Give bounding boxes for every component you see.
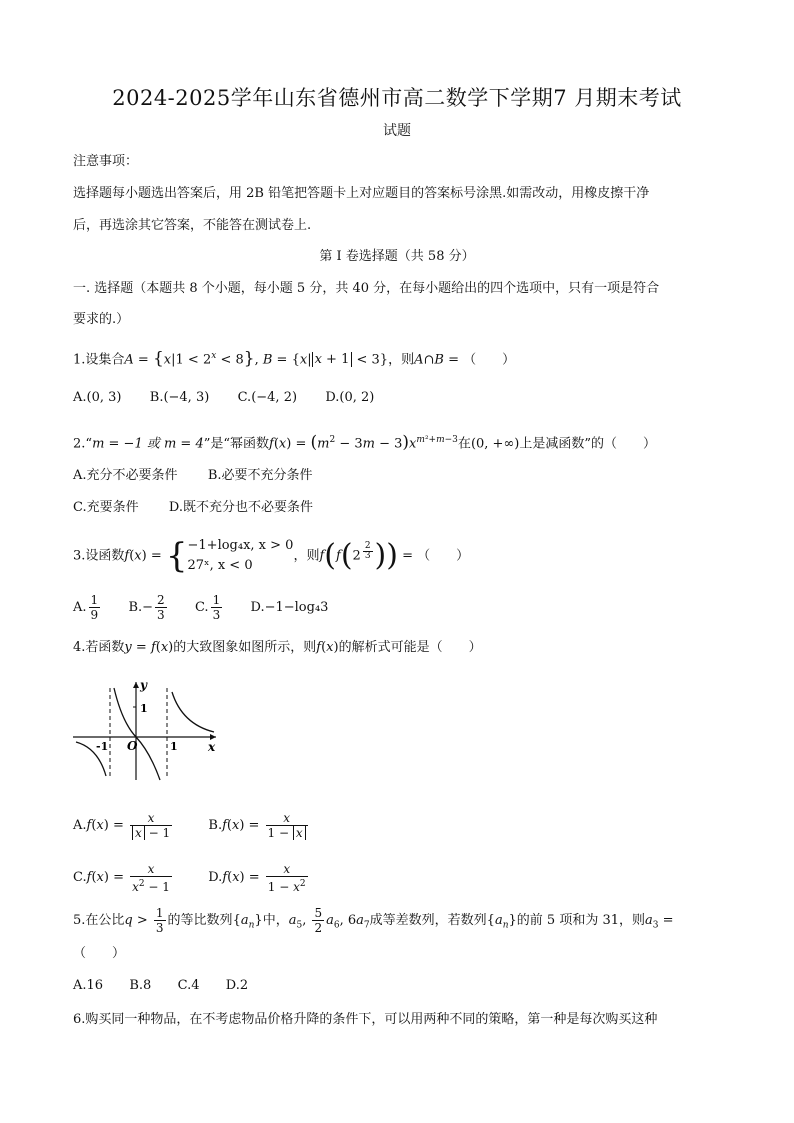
q5-option-c: C.4 xyxy=(177,978,200,993)
q1-suffix: ，则 xyxy=(388,352,415,368)
graph-origin-label: O xyxy=(127,739,138,753)
section-title: 第 I 卷选择题（共 58 分） xyxy=(319,249,475,264)
q3-mid: ，则 xyxy=(293,548,320,564)
part1-instructions-2: 要求的.） xyxy=(73,312,130,327)
q2-options-row-2 xyxy=(73,498,313,518)
q2-options-row-1 xyxy=(73,466,313,486)
q4-mid: 的大致图象如图所示，则 xyxy=(173,640,317,655)
question-3: 3.设函数f(x) = { −1+log₄x, x > 0 27ˣ, x < 0 ，则f(f(2 $^{\frac{2}{3}}$ )) = （ ） xyxy=(73,535,470,576)
q1-option-d: D.(0, 2) xyxy=(325,390,375,405)
q4-end: 的解析式可能是（ ） xyxy=(338,640,482,655)
q4-option-c: C. xyxy=(73,870,87,885)
q1-option-b: B.(−4, 3) xyxy=(149,390,210,405)
q3-option-b: B.− xyxy=(128,600,154,615)
q1-blank: （ ） xyxy=(463,352,516,368)
part1-instructions-1: 一. 选择题（本题共 8 个小题，每小题 5 分，共 40 分，在每小题给出的四个选项中，只有一项是符合 xyxy=(73,281,660,296)
graph-x-label: x xyxy=(208,740,216,754)
graph-y-one: 1 xyxy=(140,702,148,715)
graph-x-one: 1 xyxy=(170,740,178,753)
q4-option-a: A. xyxy=(73,818,87,833)
q3-option-d: D.−1−log₄3 xyxy=(250,600,329,615)
q2-condition: m = −1 或 m = 4 xyxy=(92,436,204,452)
notice-line-2: 后，再选涂其它答案，不能答在测试卷上. xyxy=(73,218,312,233)
question-6: 6.购买同一种物品，在不考虑物品价格升降的条件下，可以用两种不同的策略，第一种是每次购买这种 xyxy=(73,1012,658,1027)
q5-mid-1: 的等比数列 xyxy=(167,913,233,928)
q2-option-c: C.充要条件 xyxy=(73,500,139,515)
q5-option-b: B.8 xyxy=(129,978,152,993)
q5-mid-2: 中， xyxy=(262,913,289,928)
q4-options-row-2: C.f(x) = $\frac{x}{x^2 - 1}$ D.f(x) = $\frac{x}{1 - x^2}$ xyxy=(73,861,306,894)
q5-mid-4: 的前 5 项和为 31，则 xyxy=(516,913,646,928)
q5-option-d: D.2 xyxy=(225,978,249,993)
q5-option-a: A.16 xyxy=(73,978,104,993)
q4-text: 4.若函数 xyxy=(73,640,125,655)
q2-option-b: B.必要不充分条件 xyxy=(207,468,313,483)
q2-interval: (0, +∞) xyxy=(470,436,520,452)
q4-option-b: B. xyxy=(208,818,223,833)
exam-subtitle: 试题 xyxy=(383,123,411,139)
q2-prefix: 2.“ xyxy=(73,436,93,452)
q5-prefix: 5.在公比 xyxy=(73,913,125,928)
question-5: 5.在公比q > $\frac{1}{3}$ 的等比数列$\{a_n\}$中，$a_5$, $\frac{5}{2}$ $a_6$, $6a_7$成等差数列，若数列$\{a_n\}$的前 5 项和为 31，则$a_3$ = xyxy=(73,906,674,935)
question-4: 4.若函数y = f(x)的大致图象如图所示，则f(x)的解析式可能是（ ） xyxy=(73,640,482,655)
q2-mid: ”是“幂函数 xyxy=(203,436,270,452)
q1-options xyxy=(73,388,374,408)
q3-prefix: 3.设函数 xyxy=(73,548,125,564)
graph-neg-one: -1 xyxy=(96,740,109,753)
q2-tail: 在 xyxy=(457,436,471,452)
q1-option-a: A.(0, 3) xyxy=(73,390,122,405)
q1-prefix: 1.设集合 xyxy=(73,352,125,368)
q3-option-c: C. xyxy=(194,600,209,615)
graph-y-label: y xyxy=(140,678,147,692)
q1-option-c: C.(−4, 2) xyxy=(237,390,298,405)
q4-option-d: D. xyxy=(208,870,223,885)
q3-case-2: 27ˣ, x < 0 xyxy=(187,557,253,573)
q5-mid-3: 成等差数列，若数列 xyxy=(369,913,487,928)
q3-blank: （ ） xyxy=(417,548,470,564)
notice-line-1: 选择题每小题选出答案后，用 2B 铅笔把答题卡上对应题目的答案标号涂黑.如需改动，用橡皮擦干净 xyxy=(73,186,650,201)
q4-options-row-1: A.f(x) = $\frac{x}{x - 1}$ B.f(x) = $\frac{x}{1 - x}$ xyxy=(73,808,310,844)
q4-function-graph xyxy=(70,676,220,786)
exam-title: 2024-2025学年山东省德州市高二数学下学期7 月期末考试 xyxy=(112,86,682,110)
question-2: 2.“m = −1 或 m = 4”是“幂函数$f(x) = (m^2 - 3m - 3)x^{m^2+m-3}$在(0, +∞)上是减函数”的（ ） xyxy=(73,432,656,453)
q3-case-1: −1+log₄x, x > 0 xyxy=(187,537,294,553)
q2-option-a: A.充分不必要条件 xyxy=(73,468,178,483)
q2-end: 上是减函数”的（ ） xyxy=(519,436,656,452)
q2-option-d: D.既不充分也不必要条件 xyxy=(168,500,313,515)
question-1: 1.设集合$A = \{x|1 < 2^x < 8\}$, B = {x| x + 1 < 3}，则A∩B = （ ） xyxy=(73,348,516,369)
q3-option-a: A. xyxy=(73,600,87,615)
q5-options xyxy=(73,976,248,996)
notice-heading: 注意事项： xyxy=(73,154,139,169)
q5-blank: （ ） xyxy=(73,946,126,961)
q3-options: A. $\frac{1}{9}$ B.− $\frac{2}{3}$ C. $\frac{1}{3}$ D.−1−log₄3 xyxy=(73,593,329,622)
